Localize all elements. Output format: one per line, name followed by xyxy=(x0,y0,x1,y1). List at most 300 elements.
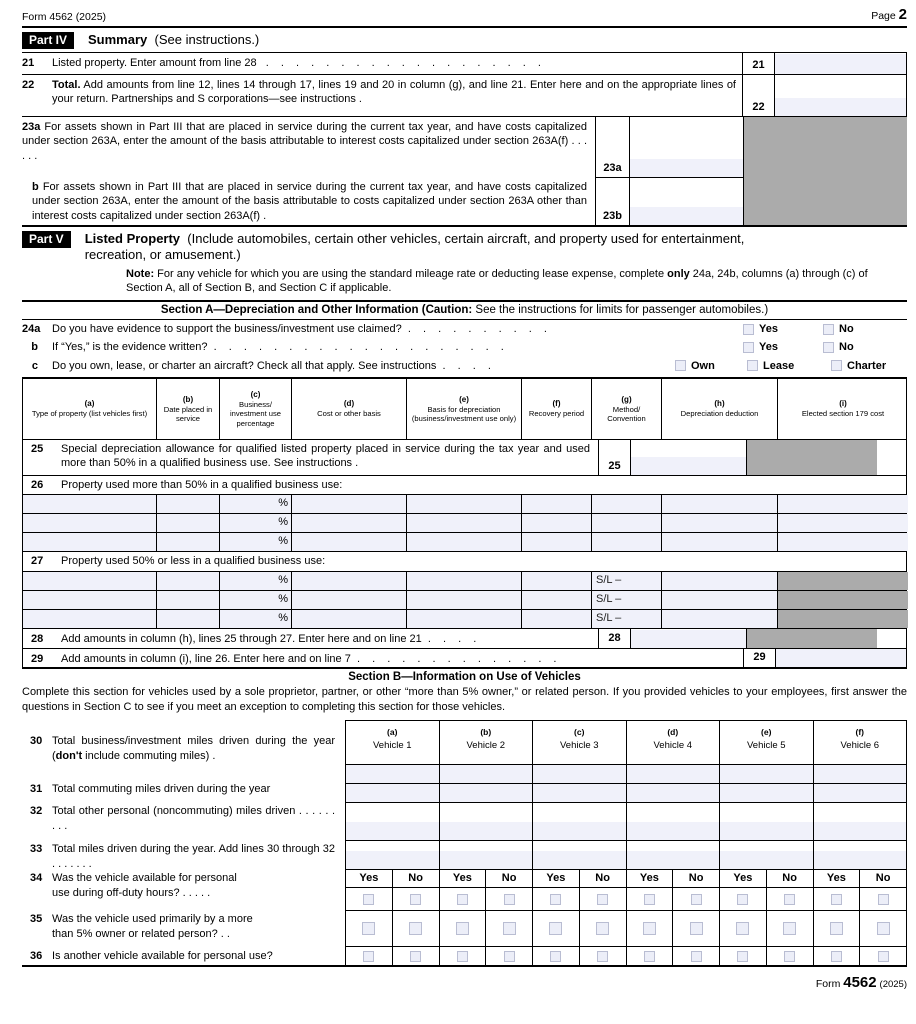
miles-cell[interactable] xyxy=(346,841,439,869)
depreciation-basis-cell[interactable] xyxy=(406,533,521,551)
evidence-no-label: No xyxy=(839,323,854,336)
line-26-text: Property used more than 50% in a qualified business use: xyxy=(61,479,343,492)
recovery-period-cell[interactable] xyxy=(521,591,591,609)
line-36-checkbox[interactable] xyxy=(597,951,608,962)
method-convention-cell[interactable] xyxy=(591,533,661,551)
question-24c-dots: . . . . xyxy=(442,359,493,372)
cost-basis-cell[interactable] xyxy=(291,533,406,551)
depreciation-basis-cell[interactable] xyxy=(406,591,521,609)
footer-form-word: Form xyxy=(815,978,841,991)
line-28-number: 28 xyxy=(31,632,44,645)
own-label: Own xyxy=(691,359,715,372)
property-type-cell[interactable] xyxy=(23,514,156,532)
property-type-cell[interactable] xyxy=(23,495,156,513)
miles-cell[interactable] xyxy=(813,765,907,783)
evidence-no-checkbox[interactable] xyxy=(823,324,834,335)
line-35-checkbox[interactable] xyxy=(503,922,516,935)
miles-cell[interactable] xyxy=(346,803,439,840)
line-36-label xyxy=(22,949,283,963)
percent-sign: % xyxy=(278,516,288,529)
line-34-checkbox[interactable] xyxy=(457,894,468,905)
line-35-checkbox[interactable] xyxy=(643,922,656,935)
charter-checkbox[interactable] xyxy=(831,360,842,371)
use-percentage-cell[interactable] xyxy=(219,591,291,609)
line-35-checkbox[interactable] xyxy=(736,922,749,935)
section-179-cost-cell[interactable] xyxy=(777,495,908,513)
straight-line-method-cell[interactable] xyxy=(591,610,661,628)
line-25-row xyxy=(22,440,907,476)
yes-no-header-row xyxy=(346,870,906,888)
line-22-text: Add amounts from line 12, lines 14 through 17, lines 19 and 20 in column (g), and line 21. Enter here and on the appropriate lines of your return. Partnerships and S corporations—see instructions . xyxy=(52,79,736,106)
column-e-letter: (e) xyxy=(459,394,469,404)
date-placed-cell[interactable] xyxy=(156,572,219,590)
miles-cell[interactable] xyxy=(719,765,813,783)
line-29-amount-cell[interactable] xyxy=(776,649,906,667)
yes-header: Yes xyxy=(359,872,379,885)
form-id: Form 4562 (2025) xyxy=(22,11,107,23)
column-g-letter: (g) xyxy=(621,394,632,404)
date-placed-cell[interactable] xyxy=(156,591,219,609)
line-36-text: Is another vehicle available for personal use? xyxy=(52,950,273,963)
vehicle-5-letter: (e) xyxy=(761,727,772,738)
own-checkbox[interactable] xyxy=(675,360,686,371)
vehicle-5-header xyxy=(719,721,813,764)
line-33-number: 33 xyxy=(30,843,43,856)
section-179-cost-cell[interactable] xyxy=(777,514,908,532)
method-convention-cell[interactable] xyxy=(591,514,661,532)
part-v-title-text: Listed Property xyxy=(84,231,181,246)
written-yes-option xyxy=(743,340,823,354)
question-24a-number: 24a xyxy=(22,323,41,336)
percent-sign: % xyxy=(278,592,288,605)
line-28-amount-cell[interactable] xyxy=(631,629,747,648)
method-convention-cell[interactable] xyxy=(591,495,661,513)
miles-cell[interactable] xyxy=(719,784,813,802)
miles-cell[interactable] xyxy=(439,841,533,869)
property-type-cell[interactable] xyxy=(23,533,156,551)
line-35-cells xyxy=(346,911,906,947)
line-23a-label xyxy=(22,117,595,177)
line-34-cells xyxy=(346,888,906,911)
cost-basis-cell[interactable] xyxy=(291,572,406,590)
vehicle-grid xyxy=(345,720,907,965)
cost-basis-cell[interactable] xyxy=(291,610,406,628)
depreciation-basis-cell[interactable] xyxy=(406,514,521,532)
section-a-caption-bold: Section A—Depreciation and Other Information (Caution: xyxy=(160,304,473,317)
line-34-number: 34 xyxy=(30,872,43,885)
line-23b-amount-cell[interactable] xyxy=(630,177,743,225)
question-24b-text: If “Yes,” is the evidence written? xyxy=(52,341,208,354)
line-34-checkbox[interactable] xyxy=(644,894,655,905)
part-iv-header xyxy=(22,28,907,53)
miles-cell[interactable] xyxy=(626,803,720,840)
no-header: No xyxy=(766,870,813,887)
date-placed-cell[interactable] xyxy=(156,495,219,513)
column-f-header xyxy=(521,379,591,439)
line-22-box-number: 22 xyxy=(742,75,775,116)
line-36-checkbox[interactable] xyxy=(737,951,748,962)
line-26-entry-row-3 xyxy=(22,533,907,552)
depreciation-deduction-cell[interactable] xyxy=(661,610,777,628)
line-36-checkbox[interactable] xyxy=(691,951,702,962)
note-text-1: For any vehicle for which you are using the standard mileage rate or deducting lease expense, complete xyxy=(154,267,668,280)
written-yes-checkbox[interactable] xyxy=(743,342,754,353)
line-22-label xyxy=(52,75,742,116)
line-30-bold: don't xyxy=(55,749,83,762)
miles-cell[interactable] xyxy=(532,765,626,783)
cost-basis-cell[interactable] xyxy=(291,514,406,532)
no-header: No xyxy=(859,870,906,887)
line-31-number: 31 xyxy=(30,783,43,796)
vehicle-4-letter: (d) xyxy=(667,727,679,738)
column-a-label: Type of property (list vehicles first) xyxy=(31,409,148,419)
miles-cell[interactable] xyxy=(532,841,626,869)
date-placed-cell[interactable] xyxy=(156,610,219,628)
line-25-label xyxy=(23,440,598,475)
line-28-shaded-cell xyxy=(747,629,877,648)
line-32-text: Total other personal (noncommuting) miles driven . . . . . . . . . xyxy=(52,805,335,832)
percent-sign: % xyxy=(278,497,288,510)
part-iv-badge: Part IV xyxy=(22,32,74,49)
column-f-label: Recovery period xyxy=(528,409,585,419)
line-22-amount-cell[interactable] xyxy=(775,75,907,116)
line-25-text: Special depreciation allowance for qualified listed property placed in service during the tax year and used more than 50% in a qualified business use. See instructions . xyxy=(61,443,590,470)
line-29-row xyxy=(22,649,907,669)
column-b-header xyxy=(156,379,219,439)
column-c-header xyxy=(219,379,291,439)
line-35-checkbox[interactable] xyxy=(456,922,469,935)
line-26-number: 26 xyxy=(31,479,44,492)
written-no-option xyxy=(823,340,907,354)
line-26-entry-row-1 xyxy=(22,495,907,514)
line-21-dot-leader: . . . . . . . . . . . . . . . . . . . xyxy=(265,57,543,69)
line-35-checkbox[interactable] xyxy=(877,922,890,935)
line-35-label xyxy=(22,912,263,941)
cost-basis-cell[interactable] xyxy=(291,591,406,609)
sl-text: S/L – xyxy=(596,611,622,624)
line-36-checkbox[interactable] xyxy=(504,951,515,962)
charter-option xyxy=(831,359,907,373)
line-29-text: Add amounts in column (i), line 26. Enter here and on line 7 xyxy=(61,652,351,665)
lease-option xyxy=(747,359,831,373)
vehicle-table-labels xyxy=(22,720,345,965)
question-24c-number: c xyxy=(31,359,38,372)
part-v-badge: Part V xyxy=(22,231,71,248)
column-d-label: Cost or other basis xyxy=(317,409,381,419)
line-29-number: 29 xyxy=(31,652,44,665)
depreciation-basis-cell[interactable] xyxy=(406,610,521,628)
part-iv-subtitle: (See instructions.) xyxy=(154,32,260,47)
question-24c-label xyxy=(52,359,675,373)
evidence-yes-label: Yes xyxy=(759,323,778,336)
section-b-title: Section B—Information on Use of Vehicles xyxy=(348,670,581,683)
line-35-checkbox[interactable] xyxy=(690,922,703,935)
column-g-label: Method/ Convention xyxy=(607,404,646,424)
column-a-letter: (a) xyxy=(84,399,95,409)
line-21-label xyxy=(52,53,742,74)
line-36-checkbox[interactable] xyxy=(644,951,655,962)
written-no-checkbox[interactable] xyxy=(823,342,834,353)
property-type-cell[interactable] xyxy=(23,591,156,609)
depreciation-basis-cell[interactable] xyxy=(406,572,521,590)
line-34-checkbox[interactable] xyxy=(831,894,842,905)
line-35-number: 35 xyxy=(30,913,43,926)
line-27-number: 27 xyxy=(31,555,44,568)
written-yes-label: Yes xyxy=(759,341,778,354)
depreciation-deduction-cell[interactable] xyxy=(661,572,777,590)
column-i-label: Elected section 179 cost xyxy=(801,409,885,419)
column-a-header xyxy=(23,379,156,439)
vehicle-1-label: Vehicle 1 xyxy=(372,739,412,751)
line-34-checkbox[interactable] xyxy=(363,894,374,905)
line-36-cells xyxy=(346,947,906,965)
straight-line-method-cell[interactable] xyxy=(591,572,661,590)
miles-cell[interactable] xyxy=(346,765,439,783)
lease-checkbox[interactable] xyxy=(747,360,758,371)
line-35-checkbox[interactable] xyxy=(783,922,796,935)
line-30-cells xyxy=(346,765,906,784)
page-word: Page xyxy=(871,10,896,22)
line-35-checkbox[interactable] xyxy=(830,922,843,935)
line-26-row xyxy=(22,476,907,495)
vehicle-1-header xyxy=(346,721,439,764)
question-24a-label xyxy=(52,322,743,336)
line-25-number: 25 xyxy=(31,443,44,456)
sl-text: S/L – xyxy=(596,573,622,586)
line-36-checkbox[interactable] xyxy=(784,951,795,962)
vehicle-6-header xyxy=(813,721,907,764)
line-36-checkbox[interactable] xyxy=(410,951,421,962)
vehicle-6-label: Vehicle 6 xyxy=(840,739,880,751)
line-36-checkbox[interactable] xyxy=(363,951,374,962)
evidence-yes-checkbox[interactable] xyxy=(743,324,754,335)
line-23a-text: For assets shown in Part III that are placed in service during the current tax year, and have costs capitalized under section 263A, enter the amount of the basis attributable to interest costs capitalized under section 263A(f) . . . . . . xyxy=(22,121,588,162)
miles-cell[interactable] xyxy=(626,765,720,783)
line-33-cells xyxy=(346,841,906,870)
miles-cell[interactable] xyxy=(719,803,813,840)
no-header: No xyxy=(392,870,439,887)
line-23a-amount-cell[interactable] xyxy=(630,117,743,177)
line-29-box-number: 29 xyxy=(743,649,776,667)
sl-text: S/L – xyxy=(596,592,622,605)
property-type-cell[interactable] xyxy=(23,610,156,628)
question-24b-dots: . . . . . . . . . . . . . . . . . . . . xyxy=(213,341,506,354)
column-i-letter: (i) xyxy=(839,399,847,409)
date-placed-cell[interactable] xyxy=(156,533,219,551)
line-30-number: 30 xyxy=(30,735,43,748)
recovery-period-cell[interactable] xyxy=(521,572,591,590)
use-percentage-cell[interactable] xyxy=(219,514,291,532)
page-header xyxy=(22,6,907,28)
vehicle-4-label: Vehicle 4 xyxy=(653,739,693,751)
vehicle-2-header xyxy=(439,721,533,764)
line-34-checkbox[interactable] xyxy=(737,894,748,905)
line-28-dots: . . . . xyxy=(427,632,479,645)
use-percentage-cell[interactable] xyxy=(219,495,291,513)
recovery-period-cell[interactable] xyxy=(521,610,591,628)
line-36-checkbox[interactable] xyxy=(831,951,842,962)
part-iv-title-text: Summary xyxy=(88,32,148,47)
charter-label: Charter xyxy=(847,359,887,372)
vehicle-4-header xyxy=(626,721,720,764)
miles-cell[interactable] xyxy=(626,841,720,869)
miles-cell[interactable] xyxy=(532,784,626,802)
miles-cell[interactable] xyxy=(719,841,813,869)
note-bold-2: only xyxy=(667,267,690,280)
line-36-checkbox[interactable] xyxy=(550,951,561,962)
line-25-shaded-cell xyxy=(747,440,877,475)
line-21-amount-cell[interactable] xyxy=(775,53,907,74)
line-32-label xyxy=(22,804,345,833)
shaded-cell xyxy=(777,610,908,628)
depreciation-deduction-cell[interactable] xyxy=(661,495,777,513)
line-35-checkbox[interactable] xyxy=(362,922,375,935)
line-33-text: Total miles driven during the year. Add lines 30 through 32 . . . . . . . xyxy=(52,843,335,870)
line-29-label xyxy=(23,649,743,667)
question-24b-label xyxy=(52,340,743,354)
miles-cell[interactable] xyxy=(439,784,533,802)
depreciation-basis-cell[interactable] xyxy=(406,495,521,513)
property-type-cell[interactable] xyxy=(23,572,156,590)
vehicle-table xyxy=(22,720,907,967)
column-b-letter: (b) xyxy=(182,394,194,404)
line-34-text-1: Was the vehicle available for personal xyxy=(52,872,237,885)
line-34-checkbox[interactable] xyxy=(504,894,515,905)
line-31-cells xyxy=(346,784,906,803)
line-23b-label xyxy=(22,177,595,225)
depreciation-deduction-cell[interactable] xyxy=(661,514,777,532)
own-option xyxy=(675,359,747,373)
cost-basis-cell[interactable] xyxy=(291,495,406,513)
recovery-period-cell[interactable] xyxy=(521,514,591,532)
recovery-period-cell[interactable] xyxy=(521,495,591,513)
miles-cell[interactable] xyxy=(813,841,907,869)
shaded-cell xyxy=(777,572,908,590)
part-v-subtitle: (Include automobiles, certain other vehicles, certain aircraft, and property used for entertainment, recreation, or amusement.) xyxy=(84,231,745,263)
line-34-checkbox[interactable] xyxy=(878,894,889,905)
line-22-bold-text: Total. xyxy=(52,79,81,91)
yes-header: Yes xyxy=(813,870,860,887)
line-30-text-2: include commuting miles) . xyxy=(82,749,216,762)
yes-header: Yes xyxy=(439,870,486,887)
recovery-period-cell[interactable] xyxy=(521,533,591,551)
section-b-paragraph: Complete this section for vehicles used by a sole proprietor, partner, or other “more than 5% owner,” or related person. If you provided vehicles to your employees, first answer the questions in Section C to see if you meet an exception to completing this section for those vehicles. xyxy=(22,685,907,713)
note-text-2: 24a, 24b, columns (a) through (c) of Section A, all of Section B, and Section C if applicable. xyxy=(126,267,868,295)
date-placed-cell[interactable] xyxy=(156,514,219,532)
page-indicator xyxy=(871,6,907,23)
miles-cell[interactable] xyxy=(346,784,439,802)
line-27-row xyxy=(22,552,907,571)
written-no-label: No xyxy=(839,341,854,354)
depreciation-deduction-cell[interactable] xyxy=(661,533,777,551)
yes-header: Yes xyxy=(719,870,766,887)
straight-line-method-cell[interactable] xyxy=(591,591,661,609)
section-a-table-header xyxy=(22,378,907,440)
use-percentage-cell[interactable] xyxy=(219,572,291,590)
column-d-letter: (d) xyxy=(343,399,355,409)
line-36-number: 36 xyxy=(30,950,43,963)
line-34-checkbox[interactable] xyxy=(784,894,795,905)
line-31-text: Total commuting miles driven during the year xyxy=(52,783,271,796)
column-h-label: Depreciation deduction xyxy=(680,409,759,419)
line-35-checkbox[interactable] xyxy=(549,922,562,935)
line-34-checkbox[interactable] xyxy=(691,894,702,905)
miles-cell[interactable] xyxy=(626,784,720,802)
column-h-letter: (h) xyxy=(714,399,725,409)
vehicle-header-row xyxy=(346,721,906,765)
line-23b-text: For assets shown in Part III that are placed in service during the current tax year, and have costs capitalized under section 263A, enter the amount of the basis attributable to costs capitalized under section 263A other than interest costs capitalized under section 263A(f) . xyxy=(32,181,587,222)
section-179-cost-cell[interactable] xyxy=(777,533,908,551)
line-28-box-number: 28 xyxy=(598,629,631,648)
line-25-box-number: 25 xyxy=(598,440,631,475)
line-31-label xyxy=(22,782,280,796)
line-23b-number: b xyxy=(32,181,39,193)
column-c-letter: (c) xyxy=(250,389,261,399)
miles-cell[interactable] xyxy=(813,803,907,840)
line-27-text: Property used 50% or less in a qualified business use: xyxy=(61,555,326,568)
line-35-checkbox[interactable] xyxy=(409,922,422,935)
vehicle-3-label: Vehicle 3 xyxy=(559,739,599,751)
line-34-checkbox[interactable] xyxy=(550,894,561,905)
lease-label: Lease xyxy=(763,359,795,372)
miles-cell[interactable] xyxy=(439,765,533,783)
use-percentage-cell[interactable] xyxy=(219,610,291,628)
line-34-checkbox[interactable] xyxy=(597,894,608,905)
page-footer xyxy=(22,967,907,991)
miles-cell[interactable] xyxy=(813,784,907,802)
line-35-checkbox[interactable] xyxy=(596,922,609,935)
percent-sign: % xyxy=(278,611,288,624)
percent-sign: % xyxy=(278,573,288,586)
no-header: No xyxy=(485,870,532,887)
line-28-label xyxy=(23,629,598,648)
miles-cell[interactable] xyxy=(532,803,626,840)
part-v-header xyxy=(22,227,907,264)
use-percentage-cell[interactable] xyxy=(219,533,291,551)
part-iv-title xyxy=(88,32,259,48)
column-f-letter: (f) xyxy=(552,399,561,409)
line-29-text-wrap xyxy=(61,652,735,667)
vehicle-3-header xyxy=(532,721,626,764)
line-35-text-1: Was the vehicle used primarily by a more xyxy=(52,913,253,926)
part-v-title xyxy=(85,231,785,264)
line-36-checkbox[interactable] xyxy=(457,951,468,962)
vehicle-2-letter: (b) xyxy=(480,727,492,738)
line-36-checkbox[interactable] xyxy=(878,951,889,962)
yes-header: Yes xyxy=(626,870,673,887)
no-header: No xyxy=(579,870,626,887)
depreciation-deduction-cell[interactable] xyxy=(661,591,777,609)
line-21-text: Listed property. Enter amount from line 28 xyxy=(52,57,257,69)
line-23-group xyxy=(22,117,907,227)
part-v-note xyxy=(22,264,907,301)
line-34-checkbox[interactable] xyxy=(410,894,421,905)
yes-header: Yes xyxy=(532,870,579,887)
question-24a-dots: . . . . . . . . . . xyxy=(407,323,549,336)
miles-cell[interactable] xyxy=(439,803,533,840)
shaded-cell xyxy=(777,591,908,609)
page-number: 2 xyxy=(898,6,907,23)
question-24c-text: Do you own, lease, or charter an aircraft? Check all that apply. See instructions xyxy=(52,359,437,372)
line-32-number: 32 xyxy=(30,805,43,818)
line-25-amount-cell[interactable] xyxy=(631,440,747,475)
line-27-entry-row-2 xyxy=(22,591,907,610)
column-g-header xyxy=(591,379,661,439)
line-28-row xyxy=(22,629,907,649)
footer-form-number: 4562 xyxy=(843,974,877,992)
line-22-number: 22 xyxy=(22,79,35,91)
footer-year: (2025) xyxy=(879,979,907,991)
